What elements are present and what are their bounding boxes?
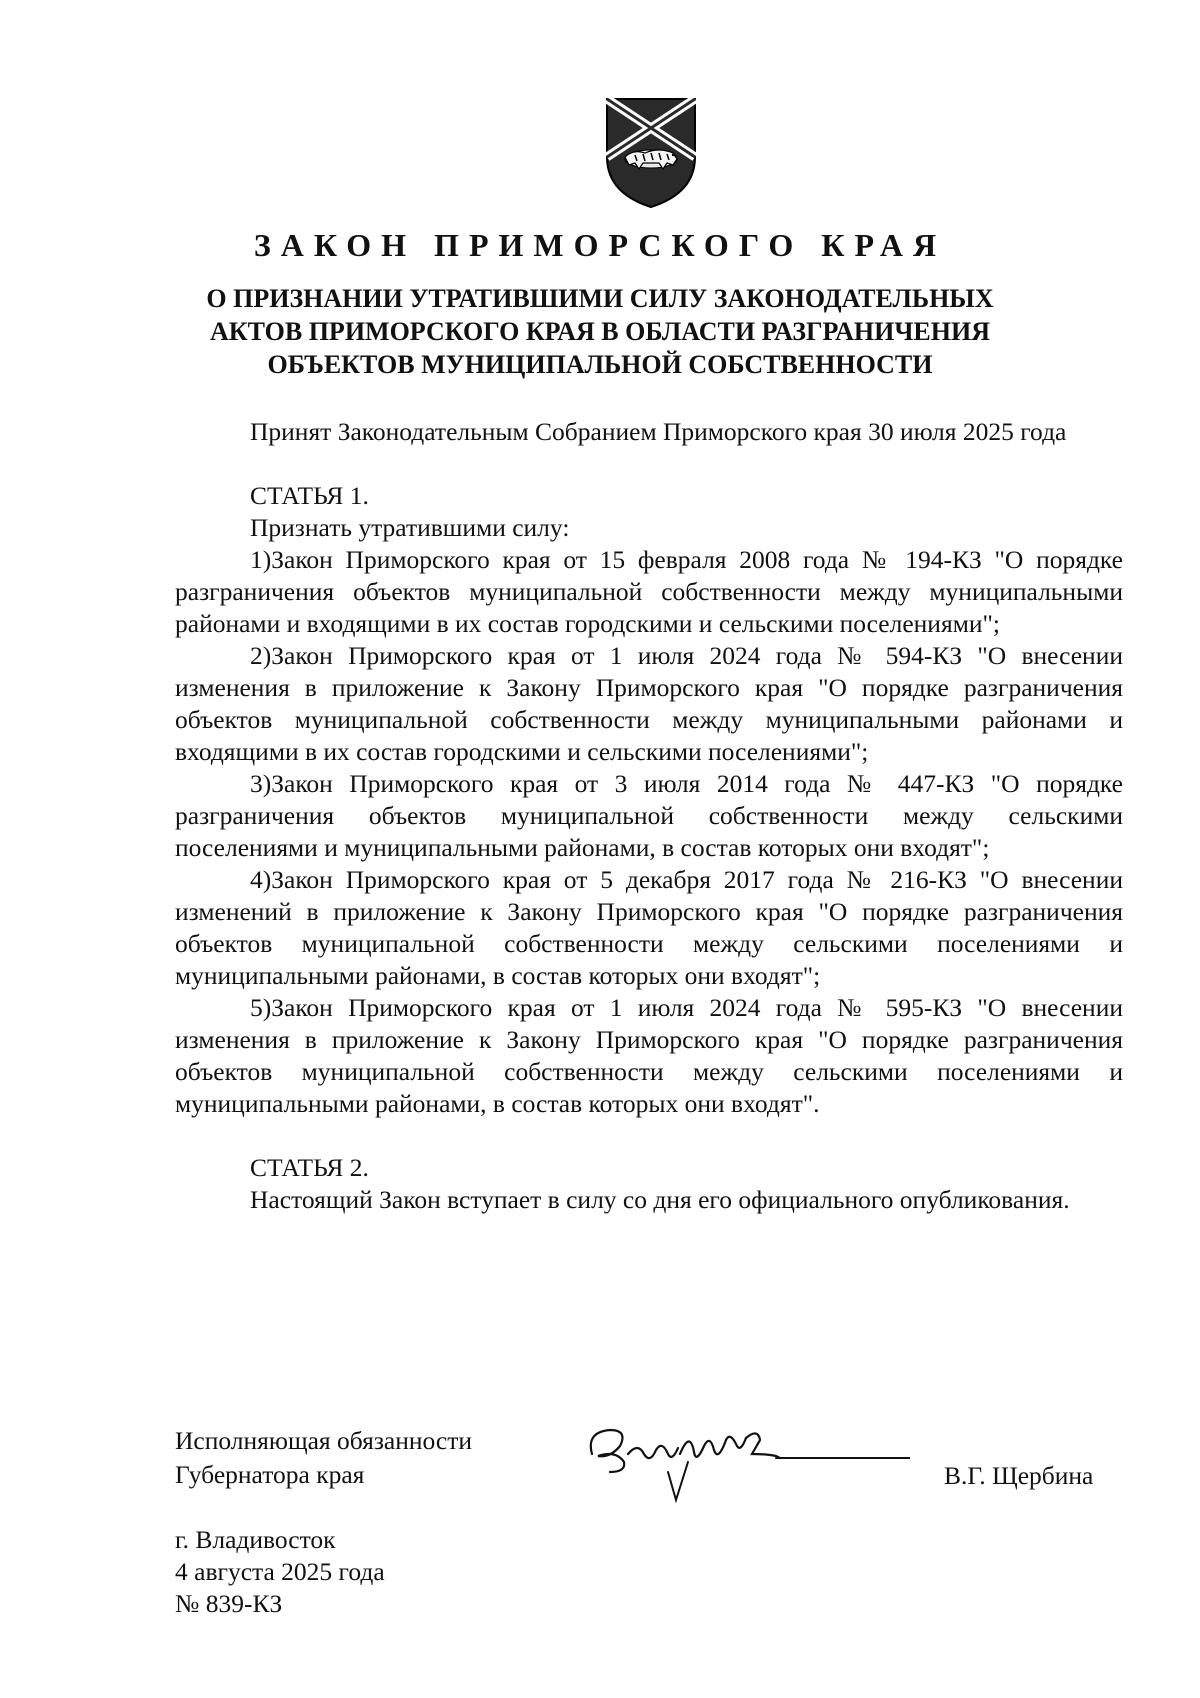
- coat-of-arms-icon: [603, 97, 699, 209]
- law-title: ЗАКОН ПРИМОРСКОГО КРАЯ: [253, 227, 947, 263]
- article-1-item: 1)Закон Приморского края от 15 февраля 2008 года № 194-КЗ "О порядке разграничения объектов муниципальной собственности между муниципальными районами и входящими в их состав городскими и сельскими поселениями";: [175, 545, 1123, 638]
- law-number: № 839-КЗ: [175, 1589, 283, 1618]
- subject-line: АКТОВ ПРИМОРСКОГО КРАЯ В ОБЛАСТИ РАЗГРАНИЧЕНИЯ: [210, 317, 990, 346]
- article-1-item: 2)Закон Приморского края от 1 июля 2024 года № 594-КЗ "О внесении изменения в приложение к Закону Приморского края "О порядке разграничения объектов муниципальной собственности между муниципальными районами и входящими в их состав городскими и сельскими поселениями";: [175, 641, 1123, 766]
- article-1-item: 4)Закон Приморского края от 5 декабря 2017 года № 216-КЗ "О внесении изменений в приложение к Закону Приморского края "О порядке разграничения объектов муниципальной собственности между сельскими поселениями и муниципальными районами, в состав которых они входят";: [175, 865, 1123, 990]
- signatory-position: [175, 1424, 472, 1492]
- law-body: [175, 416, 1123, 1216]
- handwritten-signature-icon: [580, 1410, 910, 1510]
- law-subject: [150, 282, 1050, 381]
- signing-date: 4 августа 2025 года: [175, 1557, 385, 1586]
- signing-place-date: [175, 1524, 385, 1620]
- article-1-heading: СТАТЬЯ 1.: [250, 481, 369, 510]
- position-line: Исполняющая обязанности: [175, 1426, 472, 1455]
- article-2-text: Настоящий Закон вступает в силу со дня его официального опубликования.: [250, 1185, 1070, 1214]
- subject-line: О ПРИЗНАНИИ УТРАТИВШИМИ СИЛУ ЗАКОНОДАТЕЛЬНЫХ: [206, 284, 994, 313]
- signatory-name: В.Г. Щербина: [944, 1461, 1094, 1490]
- position-line: Губернатора края: [175, 1460, 365, 1489]
- adoption-note: Принят Законодательным Собранием Приморского края 30 июля 2025 года: [250, 417, 1067, 446]
- article-2-heading: СТАТЬЯ 2.: [250, 1153, 369, 1182]
- article-1-item: 3)Закон Приморского края от 3 июля 2014 года № 447-КЗ "О порядке разграничения объектов муниципальной собственности между сельскими поселениями и муниципальными районами, в состав которых они входят";: [175, 769, 1123, 862]
- signing-city: г. Владивосток: [175, 1525, 336, 1554]
- article-1-intro: Признать утратившими силу:: [250, 513, 570, 542]
- subject-line: ОБЪЕКТОВ МУНИЦИПАЛЬНОЙ СОБСТВЕННОСТИ: [267, 350, 933, 379]
- article-1-item: 5)Закон Приморского края от 1 июля 2024 года № 595-КЗ "О внесении изменения в приложение к Закону Приморского края "О порядке разграничения объектов муниципальной собственности между сельскими поселениями и муниципальными районами, в состав которых они входят".: [175, 993, 1123, 1118]
